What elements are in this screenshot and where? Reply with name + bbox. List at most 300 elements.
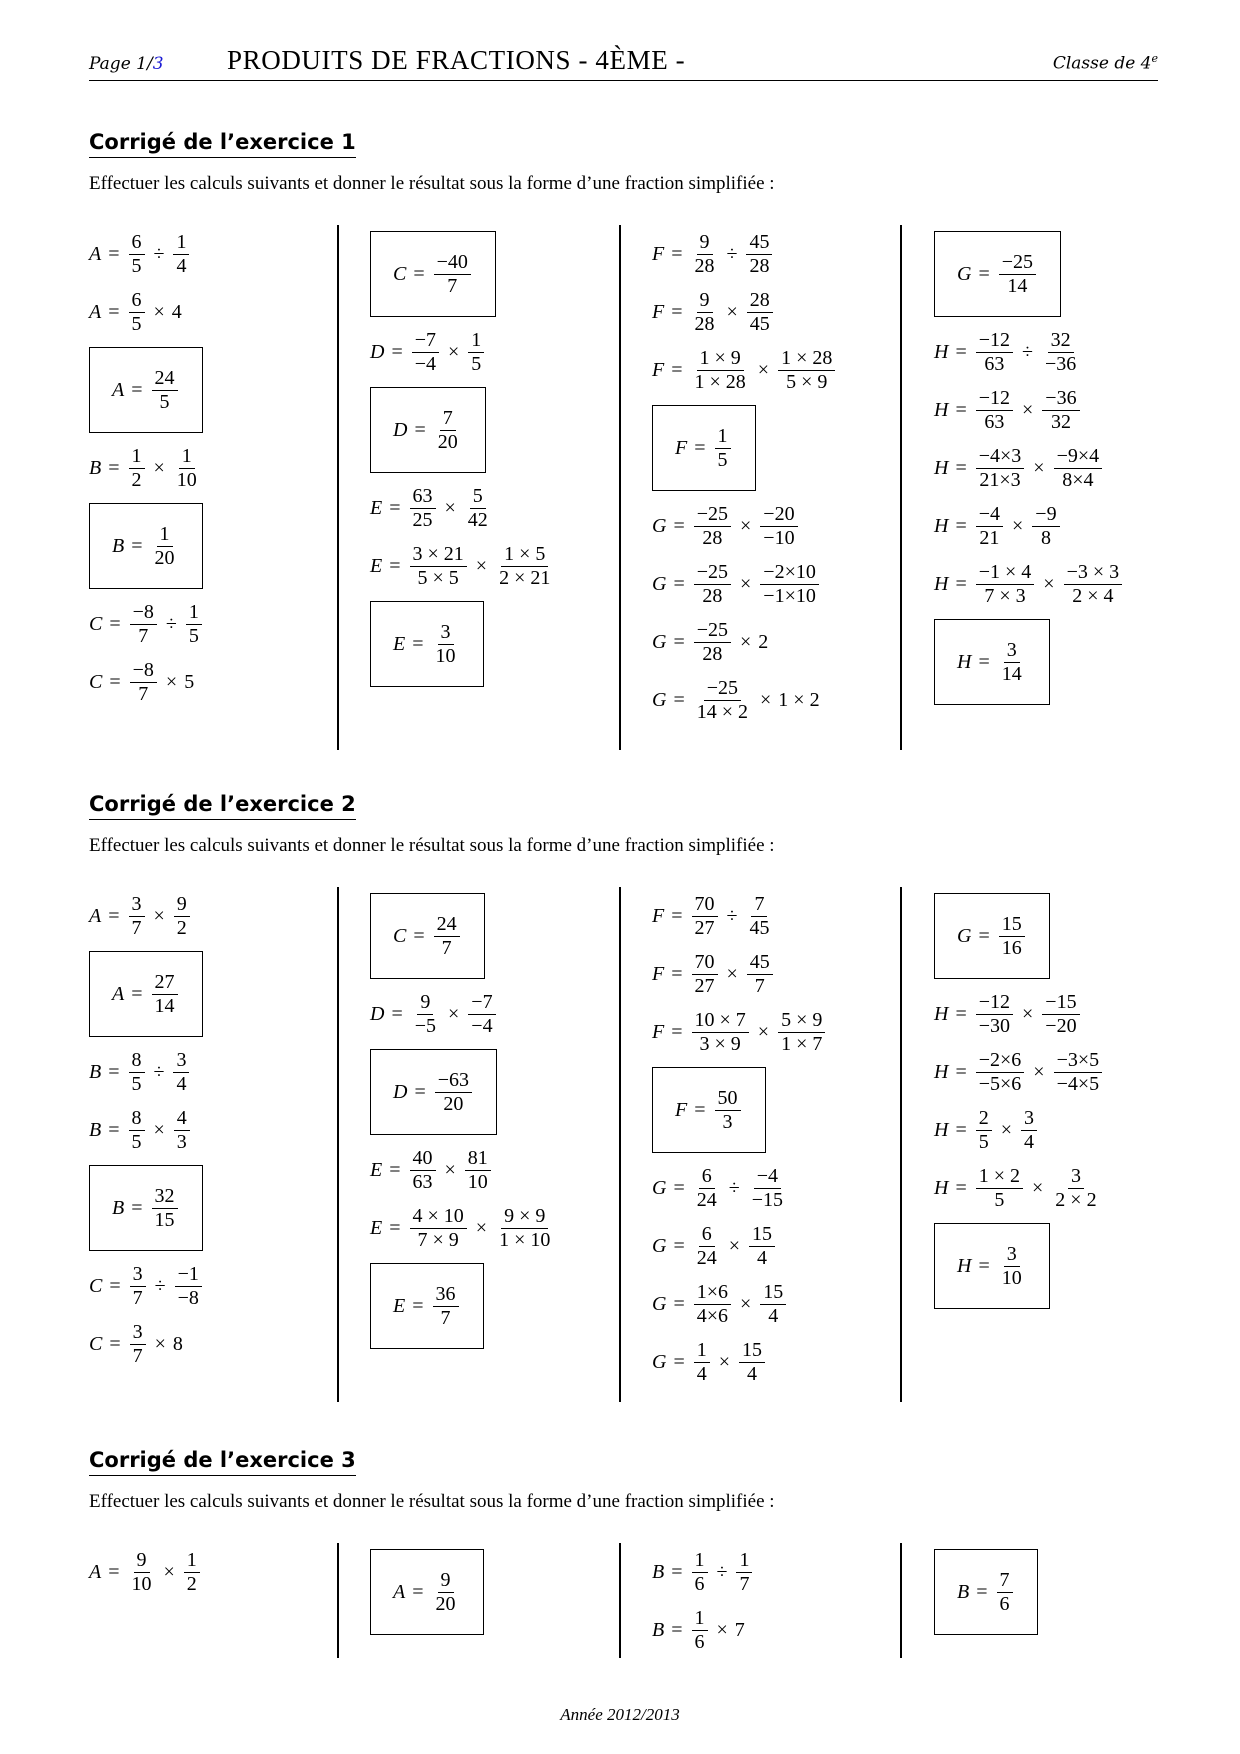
- numerator: −12: [976, 991, 1013, 1015]
- result-line: [89, 341, 204, 439]
- denominator: 27: [694, 974, 715, 997]
- denominator: 45: [749, 312, 770, 335]
- result-line: [934, 887, 1104, 985]
- result-line: [370, 381, 555, 479]
- operator: ×: [726, 962, 738, 985]
- denominator: 5: [994, 1188, 1005, 1211]
- numerator: −4: [976, 503, 1003, 527]
- denominator: −10: [763, 526, 795, 549]
- numerator: 6: [129, 231, 145, 255]
- numerator: 3: [130, 1321, 146, 1345]
- column-divider: [619, 887, 621, 1402]
- denominator: 7: [132, 1286, 143, 1309]
- numerator: 5: [470, 485, 486, 509]
- numerator: 1: [173, 231, 189, 255]
- fraction: [692, 893, 718, 940]
- solution-columns: [89, 887, 1158, 1402]
- fraction: [152, 367, 178, 414]
- numerator: −3 × 3: [1064, 561, 1123, 585]
- numerator: −9×4: [1054, 445, 1103, 469]
- exercise-title: Corrigé de l’exercice 3: [89, 1448, 356, 1476]
- variable-name: D: [370, 340, 385, 363]
- fraction: [173, 231, 189, 278]
- result-box: [370, 601, 484, 687]
- column-divider: [619, 225, 621, 750]
- fraction: [1052, 1165, 1099, 1212]
- numerator: 6: [699, 1223, 715, 1247]
- numerator: 7: [997, 1569, 1013, 1593]
- fraction: [1042, 387, 1079, 434]
- equals-sign: =: [673, 1176, 685, 1199]
- equation-line: [652, 225, 837, 283]
- fraction: [175, 1263, 202, 1310]
- equation-line: [934, 439, 1124, 497]
- equation-line: [934, 555, 1124, 613]
- fraction: [694, 1223, 720, 1270]
- fraction: [694, 561, 731, 608]
- column-1: [89, 1543, 202, 1601]
- variable-name: H: [934, 514, 949, 537]
- equation-line: [89, 439, 204, 497]
- fraction: [1064, 561, 1123, 608]
- numerator: 1: [129, 445, 145, 469]
- numerator: −7: [468, 991, 495, 1015]
- equation-line: [652, 1159, 827, 1217]
- numerator: −1: [175, 1263, 202, 1287]
- number: 1 × 2: [778, 688, 820, 711]
- fraction: [976, 561, 1035, 608]
- result-box: [370, 1549, 484, 1635]
- variable-name: A: [89, 1560, 102, 1583]
- operator: ×: [718, 1350, 731, 1373]
- denominator: 7: [754, 974, 765, 997]
- denominator: 7: [440, 1306, 451, 1329]
- fraction: [736, 1549, 752, 1596]
- class-label: [1053, 52, 1158, 74]
- variable-name: F: [652, 962, 665, 985]
- fraction: [694, 1165, 720, 1212]
- equation-line: [89, 225, 204, 283]
- operator: ×: [726, 300, 738, 323]
- equals-sign: =: [108, 242, 120, 265]
- equals-sign: =: [413, 924, 425, 947]
- variable-name: G: [957, 262, 972, 285]
- variable-name: E: [370, 1158, 383, 1181]
- denominator: 7: [138, 682, 149, 705]
- equals-sign: =: [978, 262, 990, 285]
- equals-sign: =: [673, 514, 685, 537]
- fraction: [999, 251, 1036, 298]
- denominator: 2: [186, 1572, 197, 1595]
- numerator: 40: [410, 1147, 436, 1171]
- variable-name: G: [652, 1176, 667, 1199]
- numerator: 1: [736, 1549, 752, 1573]
- result-box: [89, 1165, 203, 1251]
- variable-name: H: [934, 1002, 949, 1025]
- operator: ÷: [153, 242, 165, 265]
- denominator: 7: [739, 1572, 750, 1595]
- fraction: [692, 231, 718, 278]
- operator: ×: [757, 1020, 770, 1043]
- denominator: 5 × 5: [417, 566, 459, 589]
- variable-name: E: [370, 496, 383, 519]
- instruction-text: Effectuer les calculs suivants et donner le résultat sous la forme d’une fraction simplifiée :: [89, 173, 775, 194]
- operator: ×: [1033, 1060, 1045, 1083]
- equation-line: [652, 887, 827, 945]
- fraction: [715, 425, 731, 472]
- page-label: Page 1/: [89, 54, 153, 74]
- denominator: 5: [131, 1130, 142, 1153]
- result-box: [934, 231, 1061, 317]
- denominator: 28: [702, 526, 723, 549]
- equals-sign: =: [694, 436, 706, 459]
- fraction: [465, 1147, 491, 1194]
- page-footer: Année 2012/2013: [560, 1705, 680, 1724]
- variable-name: C: [89, 670, 103, 693]
- column-divider: [337, 1543, 339, 1658]
- equals-sign: =: [413, 262, 425, 285]
- fraction: [130, 659, 157, 706]
- equals-sign: =: [671, 242, 683, 265]
- variable-name: A: [112, 982, 125, 1005]
- denominator: 1 × 7: [781, 1032, 823, 1055]
- numerator: −1 × 4: [976, 561, 1035, 585]
- fraction: [746, 231, 772, 278]
- variable-name: B: [89, 456, 102, 479]
- variable-name: H: [934, 456, 949, 479]
- fraction: [760, 1281, 786, 1328]
- variable-name: H: [957, 650, 972, 673]
- fraction: [496, 1205, 553, 1252]
- numerator: 15: [999, 913, 1025, 937]
- numerator: −4×3: [976, 445, 1025, 469]
- column-4: [934, 225, 1124, 711]
- fraction: [410, 1205, 467, 1252]
- equals-sign: =: [671, 1618, 683, 1641]
- equation-line: [652, 945, 827, 1003]
- column-divider: [619, 1543, 621, 1658]
- result-box: [89, 951, 203, 1037]
- denominator: −30: [978, 1014, 1011, 1037]
- variable-name: D: [393, 1080, 408, 1103]
- denominator: 14: [1007, 274, 1028, 297]
- variable-name: F: [675, 436, 688, 459]
- denominator: 7 × 9: [417, 1228, 459, 1251]
- numerator: 32: [152, 1185, 178, 1209]
- variable-name: E: [370, 1216, 383, 1239]
- equals-sign: =: [108, 904, 120, 927]
- fraction: [468, 329, 484, 376]
- fraction: [129, 231, 145, 278]
- variable-name: C: [89, 612, 103, 635]
- denominator: 5: [159, 390, 170, 413]
- denominator: 6: [999, 1592, 1010, 1615]
- numerator: −25: [694, 619, 731, 643]
- number: 5: [184, 670, 195, 693]
- denominator: 21: [979, 526, 1000, 549]
- denominator: 21×3: [979, 468, 1021, 491]
- result-box: [370, 1263, 484, 1349]
- numerator: 1: [694, 1339, 710, 1363]
- fraction: [434, 913, 460, 960]
- numerator: 9: [174, 893, 190, 917]
- operator: ÷: [154, 1274, 166, 1297]
- variable-name: E: [393, 1294, 406, 1317]
- denominator: 20: [443, 1092, 464, 1115]
- result-box: [370, 231, 496, 317]
- denominator: 24: [696, 1188, 717, 1211]
- denominator: 24: [696, 1246, 717, 1269]
- fraction: [412, 991, 439, 1038]
- operator: ×: [475, 1216, 488, 1239]
- equals-sign: =: [108, 1560, 120, 1583]
- equals-sign: =: [389, 554, 401, 577]
- result-box: [89, 503, 203, 589]
- variable-name: E: [393, 632, 406, 655]
- numerator: 3: [130, 1263, 146, 1287]
- denominator: 14: [154, 994, 175, 1017]
- fraction: [184, 1549, 200, 1596]
- fraction: [152, 971, 178, 1018]
- denominator: −4: [414, 352, 437, 375]
- numerator: −25: [694, 503, 731, 527]
- denominator: 45: [749, 916, 770, 939]
- variable-name: H: [934, 340, 949, 363]
- fraction: [410, 543, 467, 590]
- variable-name: G: [652, 688, 667, 711]
- numerator: −25: [694, 561, 731, 585]
- fraction: [749, 1165, 786, 1212]
- equation-line: [652, 1003, 827, 1061]
- number: 8: [172, 1332, 183, 1355]
- equals-sign: =: [108, 1118, 120, 1141]
- column-2: [370, 1543, 484, 1641]
- denominator: −4×5: [1056, 1072, 1100, 1095]
- fraction: [715, 1087, 741, 1134]
- result-box: [370, 387, 486, 473]
- denominator: 16: [1001, 936, 1022, 959]
- numerator: 6: [129, 289, 145, 313]
- operator: ÷: [1022, 340, 1033, 363]
- result-box: [652, 1067, 766, 1153]
- equation-line: [89, 1315, 204, 1373]
- variable-name: G: [652, 1350, 667, 1373]
- denominator: −4: [471, 1014, 493, 1037]
- fraction: [410, 1147, 436, 1194]
- operator: ÷: [153, 1060, 165, 1083]
- numerator: −4: [754, 1165, 781, 1189]
- fraction: [746, 893, 772, 940]
- numerator: −2×6: [976, 1049, 1025, 1073]
- equation-line: [89, 283, 204, 341]
- column-1: [89, 887, 204, 1373]
- denominator: 2: [176, 916, 187, 939]
- operator: ×: [740, 630, 752, 653]
- operator: ×: [1033, 456, 1045, 479]
- numerator: −36: [1042, 387, 1079, 411]
- numerator: 3: [1021, 1107, 1037, 1131]
- operator: ×: [475, 554, 488, 577]
- equals-sign: =: [673, 1292, 685, 1315]
- denominator: −8: [177, 1286, 199, 1309]
- numerator: 1: [692, 1607, 708, 1631]
- denominator: 6: [694, 1572, 705, 1595]
- denominator: 20: [437, 430, 458, 453]
- equals-sign: =: [671, 904, 683, 927]
- fraction: [173, 1049, 189, 1096]
- result-line: [934, 1217, 1104, 1315]
- denominator: 15: [154, 1208, 175, 1231]
- variable-name: F: [652, 300, 665, 323]
- equation-line: [652, 1543, 754, 1601]
- operator: ×: [448, 1002, 460, 1025]
- numerator: 1×6: [694, 1281, 731, 1305]
- variable-name: F: [652, 242, 665, 265]
- denominator: 4×6: [696, 1304, 729, 1327]
- equation-line: [652, 283, 837, 341]
- denominator: 32: [1050, 410, 1071, 433]
- column-divider: [900, 225, 902, 750]
- numerator: 9: [697, 231, 713, 255]
- equation-line: [370, 479, 555, 537]
- operator: ×: [1000, 1118, 1013, 1141]
- exercise-title: Corrigé de l’exercice 1: [89, 130, 356, 158]
- page-total-link[interactable]: 3: [152, 54, 164, 74]
- fraction: [129, 445, 145, 492]
- fraction: [999, 913, 1025, 960]
- variable-name: H: [957, 1254, 972, 1277]
- fraction: [692, 347, 749, 394]
- denominator: 7: [447, 274, 458, 297]
- fraction: [749, 1223, 775, 1270]
- numerator: 9: [134, 1549, 150, 1573]
- denominator: −1×10: [763, 584, 816, 607]
- denominator: 4: [1024, 1130, 1035, 1153]
- equals-sign: =: [671, 962, 683, 985]
- equals-sign: =: [955, 1118, 967, 1141]
- equals-sign: =: [673, 572, 685, 595]
- denominator: 5: [131, 312, 142, 335]
- operator: ×: [163, 1560, 175, 1583]
- exercise-title: Corrigé de l’exercice 2: [89, 792, 356, 820]
- result-line: [652, 399, 837, 497]
- numerator: 63: [410, 485, 436, 509]
- denominator: 7 × 3: [984, 584, 1026, 607]
- variable-name: A: [89, 904, 102, 927]
- equation-line: [652, 1601, 754, 1659]
- fraction: [997, 1569, 1013, 1616]
- number: 7: [734, 1618, 745, 1641]
- column-2: [370, 225, 555, 693]
- result-line: [370, 1043, 555, 1141]
- equals-sign: =: [955, 456, 967, 479]
- solution-columns: [89, 1543, 1158, 1658]
- fraction: [129, 1107, 145, 1154]
- page-number: [89, 54, 164, 74]
- variable-name: H: [934, 1176, 949, 1199]
- equals-sign: =: [391, 340, 403, 363]
- numerator: −9: [1032, 503, 1059, 527]
- denominator: 5: [471, 352, 482, 375]
- variable-name: H: [934, 1060, 949, 1083]
- denominator: 8×4: [1062, 468, 1094, 491]
- result-line: [370, 1543, 484, 1641]
- fraction: [434, 251, 471, 298]
- denominator: −20: [1045, 1014, 1077, 1037]
- numerator: 3: [438, 621, 454, 645]
- fraction: [976, 991, 1013, 1038]
- operator: ×: [1043, 572, 1055, 595]
- denominator: 25: [412, 508, 433, 531]
- equals-sign: =: [389, 1158, 401, 1181]
- numerator: 8: [129, 1107, 145, 1131]
- equals-sign: =: [955, 514, 967, 537]
- fraction: [130, 1263, 146, 1310]
- variable-name: H: [934, 1118, 949, 1141]
- instruction-text: Effectuer les calculs suivants et donner le résultat sous la forme d’une fraction simplifiée :: [89, 1491, 775, 1512]
- denominator: 63: [984, 410, 1005, 433]
- operator: ÷: [716, 1560, 728, 1583]
- fraction: [976, 1049, 1025, 1096]
- equation-line: [934, 985, 1104, 1043]
- variable-name: H: [934, 398, 949, 421]
- denominator: 4: [696, 1362, 707, 1385]
- exercise-section-3: [89, 1448, 1158, 1653]
- operator: ×: [153, 1118, 165, 1141]
- equation-line: [370, 985, 555, 1043]
- numerator: 15: [749, 1223, 775, 1247]
- equals-sign: =: [955, 340, 967, 363]
- equals-sign: =: [412, 1294, 424, 1317]
- numerator: 81: [465, 1147, 491, 1171]
- fraction: [760, 561, 819, 608]
- result-line: [370, 887, 555, 985]
- numerator: 15: [739, 1339, 765, 1363]
- denominator: 2: [131, 468, 142, 491]
- equals-sign: =: [109, 1332, 121, 1355]
- equation-line: [89, 1043, 204, 1101]
- equation-line: [652, 555, 837, 613]
- operator: ×: [760, 688, 772, 711]
- fraction: [694, 677, 751, 724]
- operator: ×: [444, 496, 456, 519]
- equals-sign: =: [389, 1216, 401, 1239]
- variable-name: A: [393, 1580, 406, 1603]
- variable-name: B: [89, 1060, 102, 1083]
- fraction: [152, 1185, 178, 1232]
- equals-sign: =: [671, 358, 683, 381]
- equation-line: [652, 1333, 827, 1391]
- denominator: 28: [702, 642, 723, 665]
- denominator: 5: [978, 1130, 989, 1153]
- numerator: −12: [976, 329, 1013, 353]
- denominator: 5: [131, 254, 142, 277]
- numerator: 3: [1004, 1243, 1020, 1267]
- result-line: [370, 595, 555, 693]
- equals-sign: =: [673, 688, 685, 711]
- fraction: [692, 1549, 708, 1596]
- denominator: 10: [1001, 1266, 1022, 1289]
- operator: ×: [153, 300, 165, 323]
- denominator: 5: [188, 624, 199, 647]
- denominator: 2 × 4: [1072, 584, 1114, 607]
- fraction: [174, 445, 200, 492]
- result-line: [89, 945, 204, 1043]
- column-3: [652, 225, 837, 729]
- operator: ×: [165, 670, 178, 693]
- number: 2: [758, 630, 769, 653]
- page-header: [89, 40, 1158, 81]
